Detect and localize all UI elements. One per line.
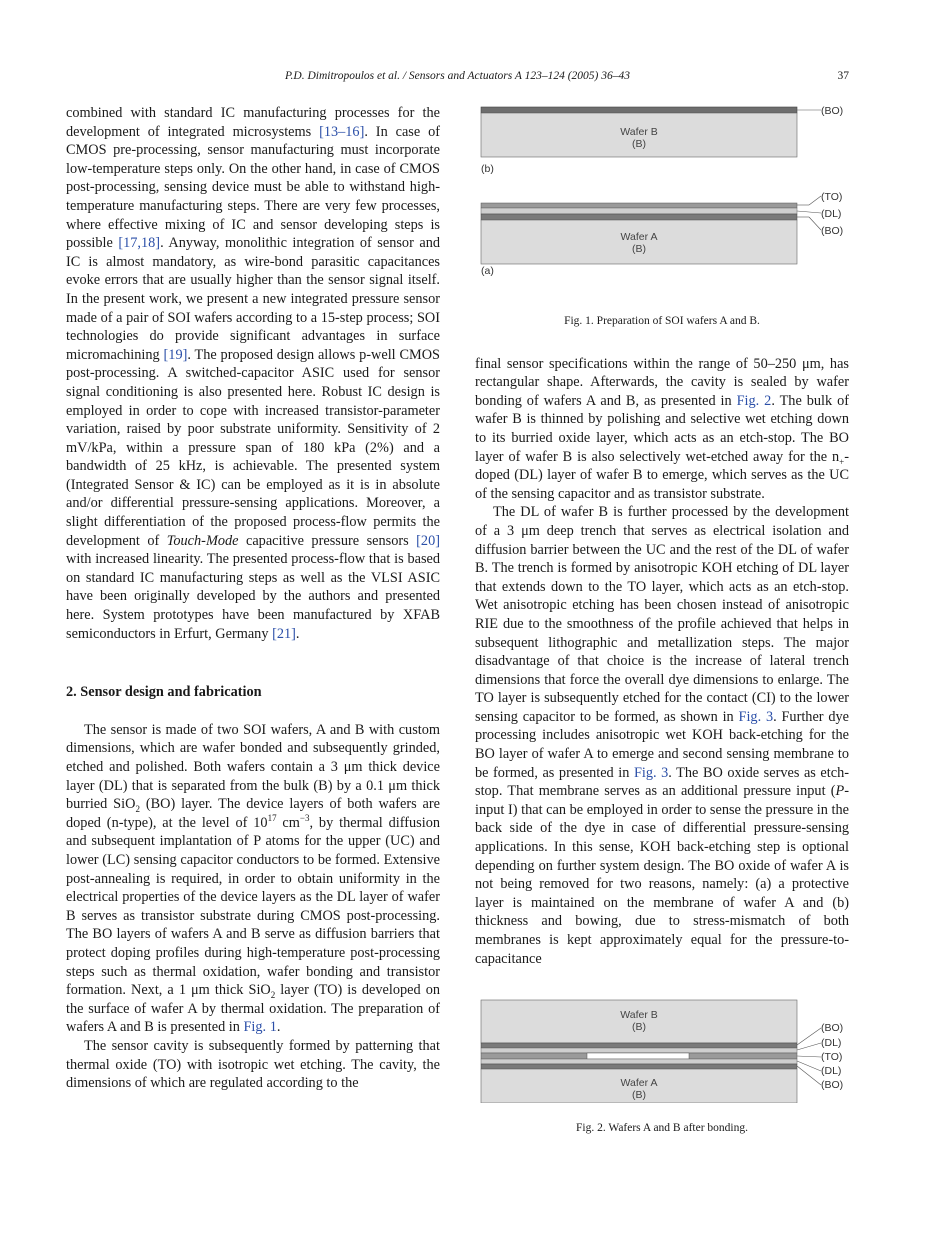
citation-link-21[interactable]: [21] (272, 625, 296, 642)
dl-layer-b (481, 1048, 797, 1053)
paragraph-cavity-continued (475, 355, 849, 504)
leader-line (797, 1028, 821, 1045)
text-run: combined with standard IC manufacturing processes for the development of integrated microsystems (66, 105, 440, 140)
right-column (475, 104, 849, 1138)
paragraph-sensor-wafers (66, 721, 440, 1037)
emphasis-touch-mode: Touch-Mode (166, 532, 239, 549)
leader-line (797, 211, 821, 213)
leader-line (797, 1061, 821, 1071)
leader-line (797, 1066, 821, 1085)
wafer-b-label: Wafer B (620, 1009, 658, 1022)
label-dl: (DL) (821, 1065, 842, 1078)
wafer-a-bulk-label: (B) (632, 1089, 646, 1102)
citation-link-17-18[interactable]: [17,18] (118, 235, 161, 252)
leader-line (809, 196, 821, 205)
wafer-a-label: Wafer A (620, 231, 658, 243)
wafer-a-bulk-label: (B) (632, 243, 646, 255)
text-run: . Further dye processing includes anisotropic wet KOH back-etching for the BO layer of wafer A to emerge and second sensing membrane to be formed, as presented in (475, 708, 849, 781)
subscript: 2 (270, 989, 276, 1000)
left-column (66, 104, 440, 1093)
paragraph-intro-continued (66, 104, 440, 643)
dl-layer-a (481, 1059, 797, 1064)
emphasis-p: P (835, 783, 845, 800)
text-run: , by thermal diffusion and subsequent implantation of P atoms for the upper (UC) and lower (LC) sensing capacitor conductors to be formed. Extensive post-annealing is required, in order to obtain uniformity in the electrical properties of the device layers as the DL layer of wafer B serves as transistor substrate during CMOS post-processing. The BO layers of wafers A and B serve as diffusion barriers that protect doping profiles during high-temperature post-processing steps such as thermal oxidation, wafer bonding and transistor formation. Next, a 1 μm thick SiO (66, 814, 440, 999)
figure-link-fig2[interactable]: Fig. 2 (736, 392, 772, 409)
paragraph-cavity: The sensor cavity is subsequently formed by patterning that thermal oxide (TO) with isotropic wet etching. The cavity, the dimensions of which are regulated according to the (66, 1037, 440, 1092)
label-bo: (BO) (821, 105, 844, 117)
citation-link-19[interactable]: [19] (163, 346, 188, 363)
text-run: with increased linearity. The presented process-flow that is based on standard IC manufacturing steps as well as the VLSI ASIC have been originally developed by the authors and presented here. System prototypes have been manufactured by XFAB semiconductors in Erfurt, Germany (66, 551, 440, 642)
label-to: (TO) (821, 191, 843, 203)
citation-link-13-16[interactable]: [13–16] (319, 123, 365, 140)
text-run: The DL of wafer B is further processed by the development of a 3 μm deep trench that serves as electrical isolation and diffusion barrier between the UC and the rest of the DL of wafer B. The trench is formed by anisotropic KOH etching of DL layer that extends down to the TO layer, which acts as an etch-stop. Wet anisotropic etching has been chosen instead of anisotropic RIE due to the smoothness of the profile achieved that helps in subsequent lithographic and metallization steps. The major disadvantage of that choice is the increase of lateral trench dimensions that force the overall dye dimensions to enlarge. The TO layer is subsequently etched for the contact (CI) to the lower sensing capacitor to be formed, as shown in (475, 504, 849, 725)
text-run: final sensor specifications within the range of 50–250 μm, has rectangular shape. Afterwards, the cavity is sealed by wafer bonding of wafers A and B, as presented in (475, 355, 849, 409)
text-run: The sensor is made of two SOI wafers, A and B with custom dimensions, which are wafer bonded and subsequently grinded, etched and polished. Both wafers contain a 3 μm thick device layer (DL) that is separated from the bulk (B) by a 0.1 μm thick burried SiO (66, 721, 440, 813)
citation-link-20[interactable]: [20] (416, 532, 440, 549)
section-heading: 2. Sensor design and fabrication (66, 684, 262, 701)
text-run: . The proposed design allows p-well CMOS post-processing. A switched-capacitor ASIC used for sensor signal conditioning is also presented here. Robust IC design is employed in order to cope with increased transistor-parameter variation, raised by poor substrate uniformity. Sensitivity of 2 mV/kPa, within a pressure span of 180 kPa (2%) and a bandwidth of 25 kHz, is achievable. The presented system (Integrated Sensor & IC) can be employed as it is in absolute and/or differential pressure-sensing applications. Moreover, a slight differentiation of the proposed process-flow permits the development of (66, 346, 440, 549)
figure-1 (475, 104, 849, 324)
wafer-b-label: Wafer B (620, 126, 658, 138)
label-bo: (BO) (821, 1022, 844, 1035)
figure-2-diagram (475, 998, 849, 1103)
bo-layer-a (481, 1064, 797, 1069)
text-run: . Anyway, monolithic integration of sensor and IC is almost mandatory, as wire-bond parasitic capacitances evoke errors that are usually higher than the sensor signal itself. In the present work, we present a new integrated pressure sensor made of a pair of SOI wafers according to a 15-step process; SOI technologies do provide significant advantages in surface micromachining (66, 235, 440, 363)
text-run: -input I) that can be employed in order to sense the pressure in the back side of the dye in case of differential pressure-sensing applications. In this sense, KOH back-etching step is optional depending on further system design. The BO oxide of wafer A is not being removed for two reasons, namely: (a) a protective layer is maintained on the membrane of wafer A and (b) thickness and bowing, due to stress-mismatch of both membranes is kept approximately equal for the pressure-to-capacitance (475, 783, 849, 967)
panel-b-tag: (b) (481, 163, 494, 175)
text-run: layer (TO) is developed on the surface of wafer A by thermal oxidation. The preparation of wafers A and B is presented in (66, 982, 440, 1036)
figure-2 (475, 998, 849, 1103)
text-run: . (276, 1019, 281, 1036)
sensor-cavity (587, 1053, 689, 1059)
bo-layer-b (481, 107, 797, 113)
leader-line (809, 217, 821, 230)
label-dl: (DL) (821, 1037, 842, 1050)
wafer-b-bulk-label: (B) (632, 1021, 646, 1034)
wafer-b-bulk-label: (B) (632, 138, 646, 150)
label-bo: (BO) (821, 1079, 844, 1092)
text-run: . In case of CMOS pre-processing, sensor manufacturing must incorporate low-temperature steps only. On the other hand, in case of CMOS post-processing, sensing device must be able to withstand high-temperature manufacturing steps. There are very few processes, where effective mixing of IC and sensor developing steps is possible (66, 123, 440, 252)
dl-layer-a (481, 208, 797, 214)
figure-2-caption: Fig. 2. Wafers A and B after bonding. (576, 1122, 748, 1135)
label-to: (TO) (821, 1051, 843, 1064)
bo-layer-b (481, 1043, 797, 1048)
text-run: . (295, 625, 300, 642)
running-head: P.D. Dimitropoulos et al. / Sensors and Actuators A 123–124 (2005) 36–43 (284, 70, 630, 82)
text-run: . The BO oxide serves as etch-stop. That membrane serves as an additional pressure input ( (475, 764, 849, 800)
paragraph-trench (475, 503, 849, 968)
subscript: + (839, 456, 845, 467)
bo-layer-a (481, 214, 797, 220)
leader-line (797, 1043, 821, 1050)
figure-link-fig3[interactable]: Fig. 3 (738, 708, 774, 725)
subscript: 2 (135, 804, 140, 815)
text-run: . The bulk of wafer B is thinned by polishing and selective wet etching down to its burried oxide layer, which acts as an etch-stop. The BO layer of wafer B is also selectively wet-etched away for the n (475, 392, 849, 465)
wafer-a-label: Wafer A (620, 1077, 658, 1090)
figure-1-caption: Fig. 1. Preparation of SOI wafers A and B. (564, 315, 760, 327)
text-run: cm (276, 814, 300, 831)
panel-a-tag: (a) (481, 265, 494, 277)
figure-link-fig3[interactable]: Fig. 3 (633, 764, 669, 781)
superscript: −3 (299, 813, 310, 824)
to-layer-a (481, 203, 797, 208)
label-dl: (DL) (821, 208, 842, 220)
page-number: 37 (837, 70, 849, 82)
superscript: 17 (267, 813, 277, 824)
text-run: (BO) layer. The device layers of both wafers are doped (n-type), at the level of 10 (66, 796, 441, 831)
text-run: -doped (DL) layer of wafer B to emerge, which serves as the UC of the sensing capacitor and as transistor substrate. (475, 448, 849, 502)
leader-line (797, 1056, 821, 1057)
figure-1-diagram (475, 104, 849, 314)
page-header (66, 70, 849, 86)
label-bo: (BO) (821, 225, 844, 237)
text-run: capacitive pressure sensors (238, 532, 417, 549)
figure-link-fig1[interactable]: Fig. 1 (243, 1019, 277, 1036)
